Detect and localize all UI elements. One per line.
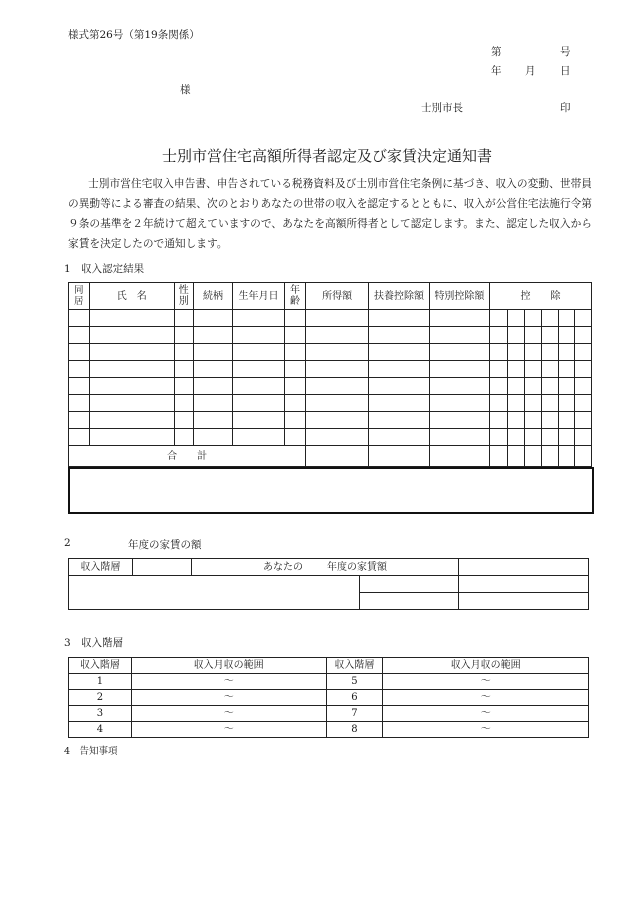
header-age: 年齢 [284, 283, 306, 310]
table-row [69, 344, 592, 361]
section2-heading-number: 2 [64, 537, 71, 549]
section3-heading: 3 収入階層 [64, 637, 124, 649]
table-row [69, 310, 592, 327]
date-year: 年 [491, 65, 502, 77]
document-title: 士別市営住宅高額所得者認定及び家賃決定通知書 [162, 147, 493, 165]
form-number: 様式第26号（第19条関係） [68, 29, 200, 41]
total-label: 合 計 [69, 446, 306, 467]
header-range-left: 収入月収の範囲 [131, 658, 326, 674]
total-row [69, 446, 592, 467]
section2-heading: 年度の家賃の額 [128, 539, 202, 551]
header-dokyo: 同居 [69, 283, 90, 310]
issuer-mayor: 士別市長 [421, 102, 463, 114]
header-dependent-deduction: 扶養控除額 [369, 283, 430, 310]
table-row: 2 ～ 6 ～ [69, 690, 589, 706]
table-row [69, 412, 592, 429]
doc-no-prefix: 第 [491, 46, 502, 58]
header-sex: 性別 [174, 283, 193, 310]
table-row [69, 378, 592, 395]
header-relation: 続柄 [193, 283, 233, 310]
table-row: 4 ～ 8 ～ [69, 722, 589, 738]
header-rent-amount: あなたの 年度の家賃額 [191, 559, 458, 576]
table-row [69, 429, 592, 446]
header-range-right: 収入月収の範囲 [383, 658, 589, 674]
date-day: 日 [560, 65, 571, 77]
header-income: 所得額 [306, 283, 369, 310]
income-level-table [68, 657, 589, 738]
income-level-value [132, 559, 191, 576]
section4-heading: 4 告知事項 [64, 746, 118, 757]
notice-body: 士別市営住宅収入申告書、申告されている税務資料及び士別市営住宅条例に基づき、収入の変動、世帯員の異動等による審査の結果、次のとおりあなたの世帯の収入を認定するとともに、収入が公営住宅法施行令第９条の基準を２年続けて超えていますので、あなたを高額所得者として認定します。また、認定した収入から家賃を決定したので通知します。 [68, 177, 592, 250]
header-name: 氏 名 [89, 283, 174, 310]
rent-amount-value [459, 559, 589, 576]
date-month: 月 [525, 65, 536, 77]
table-row: 3 ～ 7 ～ [69, 706, 589, 722]
table-row [69, 327, 592, 344]
table-row [69, 361, 592, 378]
addressee-honorific: 様 [180, 84, 191, 96]
income-certification-table [68, 282, 592, 467]
seal-mark: 印 [560, 102, 571, 114]
section1-heading: 1 収入認定結果 [64, 263, 145, 275]
header-level-right: 収入階層 [326, 658, 383, 674]
header-special-deduction: 特別控除額 [429, 283, 489, 310]
table-header-row [69, 283, 592, 310]
header-deductions: 控 除 [489, 283, 591, 310]
header-income-level: 収入階層 [69, 559, 133, 576]
result-remarks-box [68, 467, 594, 514]
header-birthdate: 生年月日 [233, 283, 284, 310]
rent-detail-cell [69, 576, 360, 610]
doc-no-suffix: 号 [560, 46, 571, 58]
table-row [69, 395, 592, 412]
table-row: 1 ～ 5 ～ [69, 674, 589, 690]
header-level-left: 収入階層 [69, 658, 132, 674]
rent-amount-table [68, 558, 589, 610]
